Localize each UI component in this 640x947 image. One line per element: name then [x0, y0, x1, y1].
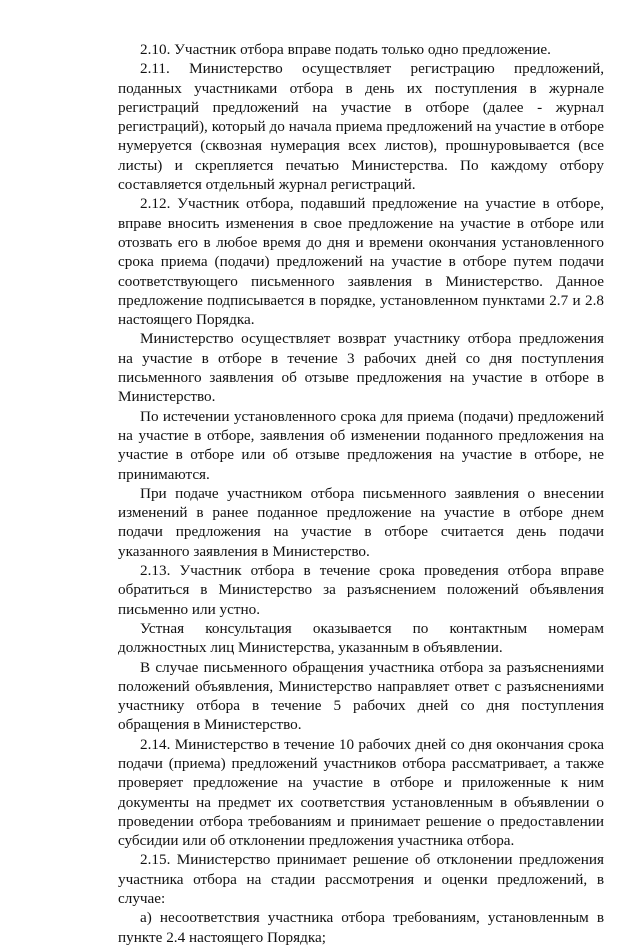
list-item-a: а) несоответствия участника отбора требованиям, установленным в пункте 2.4 настоящего Порядка; — [118, 909, 604, 946]
document-page — [118, 40, 604, 947]
paragraph-deadline-expiry: По истечении установленного срока для приема (подачи) предложений на участие в отборе, заявления об изменении поданного предложения на участие в отборе или об отзыве предложения на участие в отборе, не принимаются. — [118, 407, 604, 483]
paragraph-2-10: 2.10. Участник отбора вправе подать только одно предложение. — [140, 41, 551, 58]
paragraph-return-proposal: Министерство осуществляет возврат участнику отбора предложения на участие в отборе в течение 3 рабочих дней со дня поступления письменного заявления об отзыве предложения на участие в отборе в Министерство. — [118, 330, 604, 406]
paragraph-2-13: 2.13. Участник отбора в течение срока проведения отбора вправе обратиться в Министерство за разъяснением положений объявления письменно или устно. — [118, 562, 604, 618]
paragraph-2-15: 2.15. Министерство принимает решение об отклонении предложения участника отбора на стадии рассмотрения и оценки предложений, в случае: — [118, 851, 604, 908]
paragraph-oral-consultation: Устная консультация оказывается по контактным номерам должностных лиц Министерства, указанным в объявлении. — [118, 619, 604, 657]
paragraph-2-14: 2.14. Министерство в течение 10 рабочих дней со дня окончания срока подачи (приема) предложений участников отбора рассматривает, а также проверяет предложение на участие в отборе и приложенные к ним документы на предмет их соответствия установленным в объявлении о проведении отбора требованиям и принимает решение о предоставлении субсидии или об отклонении предложения участника отбора. — [118, 735, 604, 850]
paragraph-written-request: В случае письменного обращения участника отбора за разъяснениями положений объявления, Министерство направляет ответ с разъяснениями участнику отбора в течение 5 рабочих дней со дня поступления обращения в Министерство. — [118, 658, 604, 734]
paragraph-2-12: 2.12. Участник отбора, подавший предложение на участие в отборе, вправе вносить изменения в свое предложение на участие в отборе или отозвать его в любое время до дня и времени окончания установленного срока приема (подачи) предложений на участие в отборе путем подачи соответствующего письменного заявления в Министерство. Данное предложение подписывается в порядке, установленном пунктами 2.7 и 2.8 настоящего Порядка. — [118, 195, 604, 329]
paragraph-amendment-date: При подаче участником отбора письменного заявления о внесении изменений в ранее поданное предложение на участие в отборе днем подачи предложения на участие в отборе считается день подачи указанного заявления в Министерство. — [118, 484, 604, 560]
paragraph-2-11: 2.11. Министерство осуществляет регистрацию предложений, поданных участниками отбора в день их поступления в журнале регистраций предложений на участие в отборе (далее - журнал регистраций), который до начала приема предложений на участие в отборе нумеруется (сквозная нумерация всех листов), прошнуровывается (все листы) и скрепляется печатью Министерства. По каждому отбору составляется отдельный журнал регистраций. — [118, 60, 604, 194]
